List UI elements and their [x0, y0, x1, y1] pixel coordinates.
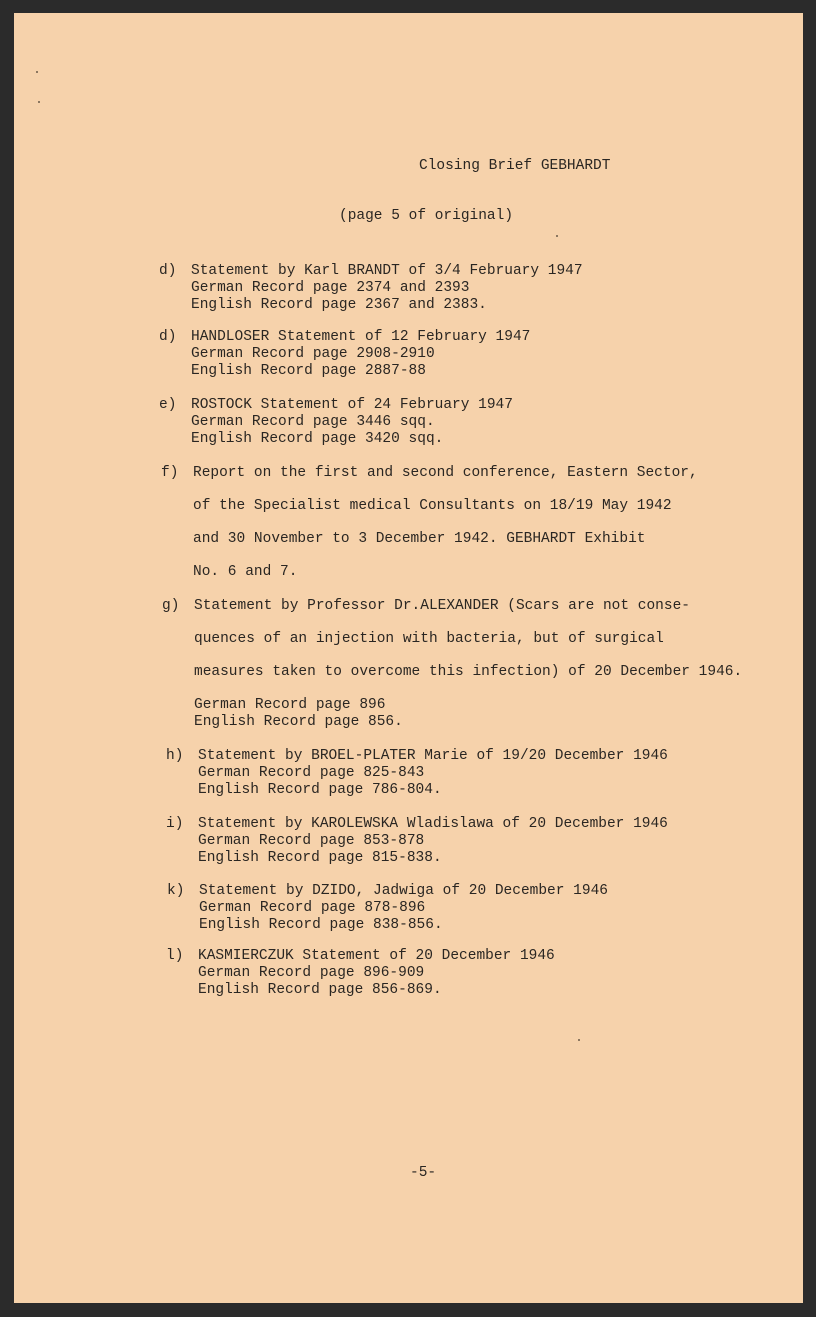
- entry-line: German Record page 896-909: [198, 965, 425, 981]
- entry-line: Statement by Karl BRANDT of 3/4 February 1947: [191, 263, 583, 279]
- entry-line: English Record page 838-856.: [199, 917, 443, 933]
- entry-line: measures taken to overcome this infection) of 20 December 1946.: [194, 664, 743, 680]
- entry-line: Report on the first and second conference, Eastern Sector,: [193, 465, 698, 481]
- entry-line: English Record page 856-869.: [198, 982, 442, 998]
- entry-line: KASMIERCZUK Statement of 20 December 1946: [198, 948, 555, 964]
- page-number: -5-: [410, 1165, 437, 1181]
- entry-line: quences of an injection with bacteria, but of surgical: [194, 631, 664, 647]
- entry-letter: k): [167, 883, 185, 899]
- entry-line: German Record page 3446 sqq.: [191, 414, 435, 430]
- entry-line: No. 6 and 7.: [193, 564, 298, 580]
- paper-speck: [38, 101, 40, 103]
- entry-gap: [194, 681, 742, 687]
- entry-letter: h): [166, 748, 184, 764]
- entry-line: and 30 November to 3 December 1942. GEBHARDT Exhibit: [193, 531, 646, 547]
- entry-line: German Record page 878-896: [199, 900, 426, 916]
- entry-line: English Record page 2887-88: [191, 363, 426, 379]
- entry-letter: g): [162, 598, 180, 614]
- entry-letter: e): [159, 397, 177, 413]
- document-page: [14, 13, 803, 1303]
- header-subtitle: (page 5 of original): [339, 208, 514, 224]
- entry-line: Statement by Professor Dr.ALEXANDER (Scars are not conse-: [194, 598, 690, 614]
- entry-line: English Record page 3420 sqq.: [191, 431, 444, 447]
- entry-record-line: English Record page 856.: [194, 714, 403, 730]
- entry-letter: d): [159, 329, 177, 345]
- entry-line: Statement by KAROLEWSKA Wladislawa of 20 December 1946: [198, 816, 668, 832]
- paper-speck: [36, 71, 38, 73]
- entry-line: English Record page 786-804.: [198, 782, 442, 798]
- entry-letter: i): [166, 816, 184, 832]
- header-title: Closing Brief GEBHARDT: [419, 158, 611, 174]
- entry-letter: d): [159, 263, 177, 279]
- entry-line: of the Specialist medical Consultants on 18/19 May 1942: [193, 498, 672, 514]
- paper-speck: [578, 1039, 580, 1041]
- entry-line: ROSTOCK Statement of 24 February 1947: [191, 397, 513, 413]
- entry-line: HANDLOSER Statement of 12 February 1947: [191, 329, 531, 345]
- entry-line: German Record page 825-843: [198, 765, 425, 781]
- entry-line: Statement by BROEL-PLATER Marie of 19/20 December 1946: [198, 748, 668, 764]
- entry-line: German Record page 853-878: [198, 833, 425, 849]
- entry-line: Statement by DZIDO, Jadwiga of 20 December 1946: [199, 883, 608, 899]
- entry-line: German Record page 2374 and 2393: [191, 280, 470, 296]
- entry-line: English Record page 2367 and 2383.: [191, 297, 487, 313]
- entry-letter: l): [166, 948, 184, 964]
- entry-line: English Record page 815-838.: [198, 850, 442, 866]
- entry-record-line: German Record page 896: [194, 697, 386, 713]
- entry-letter: f): [161, 465, 179, 481]
- entry-line: German Record page 2908-2910: [191, 346, 435, 362]
- paper-speck: [556, 235, 558, 237]
